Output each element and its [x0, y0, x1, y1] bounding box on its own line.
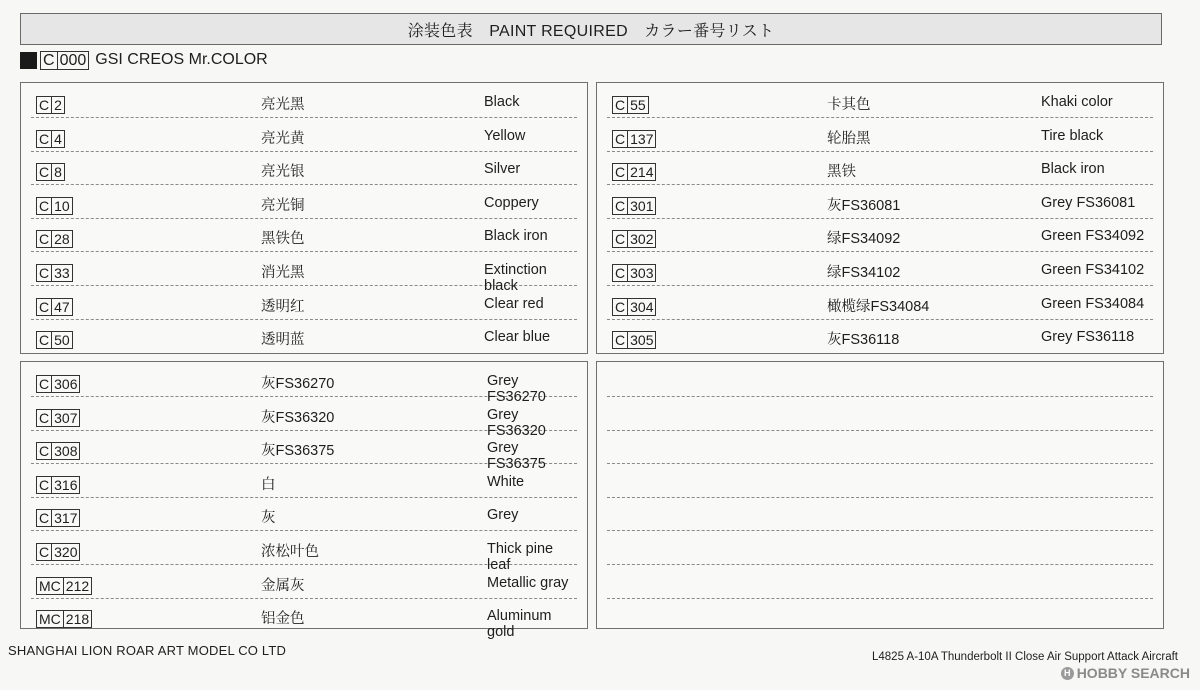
paint-code-number: 302 — [630, 231, 654, 248]
paint-code-box — [36, 96, 65, 114]
paint-name-english: Black iron — [1041, 161, 1105, 178]
paint-name-chinese: 白 — [261, 476, 276, 493]
paint-code-prefix: C — [37, 131, 52, 147]
paint-name-chinese: 黑铁 — [827, 164, 856, 181]
paint-code-number: 304 — [630, 298, 654, 315]
paint-name-english: Clear blue — [484, 329, 551, 346]
paint-name-chinese: 亮光铜 — [261, 197, 305, 214]
paint-row — [31, 219, 577, 252]
paint-name-english: Grey FS36081 — [1041, 194, 1136, 211]
header-title: 涂装色表 PAINT REQUIRED カラー番号リスト — [407, 22, 775, 40]
paint-row — [31, 431, 577, 473]
paint-name-chinese: 金属灰 — [261, 577, 305, 594]
paint-code-prefix: MC — [37, 611, 64, 627]
paint-panel-bottom-left — [20, 361, 588, 641]
paint-name-chinese: 亮光黄 — [261, 130, 305, 147]
paint-name-english: Grey FS36270 — [487, 373, 546, 405]
paint-name-english: Green FS34102 — [1041, 262, 1145, 278]
paint-code-prefix: C — [37, 443, 52, 459]
paint-row — [607, 253, 1153, 286]
paint-name-english: Silver — [484, 161, 521, 178]
paint-code-number: 47 — [54, 298, 70, 315]
paint-name-chinese: 灰FS36320 — [261, 409, 335, 426]
paint-name-chinese: 铝金色 — [261, 611, 305, 628]
paint-code-box — [36, 375, 80, 393]
paint-code-number: 218 — [65, 611, 90, 628]
paint-name-chinese: 灰FS36118 — [827, 332, 900, 349]
paint-code-prefix: MC — [37, 578, 64, 594]
paint-row — [607, 287, 1153, 320]
paint-row — [31, 253, 577, 294]
paint-code-box — [612, 96, 649, 114]
paint-row — [31, 599, 577, 641]
paint-name-chinese: 轮胎黑 — [827, 130, 871, 147]
paint-row — [31, 498, 577, 531]
paint-row — [607, 219, 1153, 252]
paint-code-box — [36, 509, 80, 527]
paint-code-prefix: C — [37, 477, 52, 493]
paint-panel-top-right — [596, 82, 1164, 354]
brand-line — [20, 50, 268, 70]
paint-panel-bottom-right — [596, 361, 1164, 629]
watermark-text: HOBBY SEARCH — [1076, 665, 1190, 681]
paint-row — [31, 364, 577, 405]
paint-code-box — [36, 197, 73, 215]
paint-code-box — [36, 163, 65, 181]
paint-name-english: Black — [484, 94, 520, 110]
paint-row — [31, 186, 577, 219]
paint-name-english: Khaki color — [1041, 94, 1113, 110]
paint-name-chinese: 绿FS34102 — [827, 265, 901, 281]
paint-name-chinese: 灰FS36270 — [261, 376, 335, 392]
paint-name-chinese: 绿FS34092 — [827, 231, 901, 248]
paint-name-chinese: 浓松叶色 — [261, 544, 319, 560]
brand-code-box — [40, 51, 89, 70]
paint-code-prefix: C — [37, 544, 52, 560]
paint-code-number: 306 — [54, 376, 78, 392]
paint-code-number: 308 — [54, 443, 78, 460]
paint-code-prefix: C — [613, 164, 628, 180]
paint-name-english: Coppery — [484, 194, 539, 211]
paint-row — [31, 465, 577, 498]
paint-name-chinese: 灰 — [261, 510, 276, 527]
watermark — [1061, 665, 1190, 681]
paint-code-prefix: C — [613, 198, 628, 214]
paint-code-box — [612, 163, 656, 181]
paint-code-prefix: C — [613, 332, 628, 348]
black-square-icon — [20, 52, 37, 69]
paint-name-english: Grey FS36320 — [487, 406, 546, 439]
paint-code-box — [612, 130, 656, 148]
brand-code-number: 000 — [59, 51, 87, 69]
paint-code-box — [612, 197, 656, 215]
paint-code-number: 28 — [54, 231, 70, 248]
paint-row — [607, 320, 1153, 353]
paint-code-number: 50 — [54, 332, 70, 349]
paint-name-chinese: 亮光银 — [261, 164, 305, 181]
paint-code-box — [36, 577, 92, 595]
paint-code-prefix: C — [37, 97, 52, 113]
paint-row — [607, 119, 1153, 152]
paint-name-chinese: 灰FS36081 — [827, 197, 901, 214]
paint-code-number: 305 — [630, 332, 654, 349]
paint-name-english: Yellow — [484, 127, 526, 144]
paint-name-english: Metallic gray — [487, 574, 569, 591]
paint-code-number: 301 — [630, 197, 654, 214]
paint-code-box — [36, 442, 80, 460]
paint-name-chinese: 透明红 — [261, 298, 305, 315]
paint-row — [31, 119, 577, 152]
paint-name-english: Clear red — [484, 295, 544, 312]
paint-name-chinese: 灰FS36375 — [261, 443, 335, 460]
paint-name-english: Aluminum gold — [487, 608, 552, 641]
hobby-search-logo-icon: H — [1061, 667, 1074, 680]
paint-code-number: 317 — [54, 510, 78, 527]
paint-code-prefix: C — [613, 265, 628, 281]
footer-company: SHANGHAI LION ROAR ART MODEL CO LTD — [8, 643, 287, 658]
paint-row — [607, 364, 1153, 397]
paint-code-box — [36, 610, 92, 628]
paint-code-number: 212 — [65, 577, 90, 594]
paint-row — [607, 465, 1153, 498]
paint-code-box — [36, 331, 73, 349]
paint-name-chinese: 消光黑 — [261, 265, 305, 281]
brand-code-prefix: C — [41, 52, 58, 69]
paint-panel-top-left — [20, 82, 588, 354]
paint-code-prefix: C — [37, 510, 52, 526]
paint-code-box — [36, 476, 80, 494]
paint-row — [607, 498, 1153, 531]
paint-name-chinese: 黑铁色 — [261, 231, 305, 248]
paint-code-box — [36, 130, 65, 148]
paint-row — [31, 566, 577, 599]
paint-code-number: 8 — [54, 164, 62, 181]
paint-code-number: 316 — [54, 476, 78, 493]
paint-row — [31, 398, 577, 439]
paint-row — [607, 532, 1153, 565]
paint-row — [607, 398, 1153, 431]
paint-code-number: 33 — [54, 265, 70, 281]
paint-code-number: 10 — [54, 197, 70, 214]
paint-name-chinese: 透明蓝 — [261, 332, 305, 349]
paint-code-prefix: C — [37, 231, 52, 247]
paint-name-english: Green FS34092 — [1041, 228, 1145, 245]
paint-name-english: Tire black — [1041, 127, 1104, 144]
paint-code-box — [36, 543, 80, 561]
paint-code-number: 303 — [630, 265, 654, 281]
paint-code-number: 4 — [54, 130, 62, 147]
paint-code-prefix: C — [37, 265, 52, 281]
paint-name-chinese: 橄榄绿FS34084 — [827, 298, 930, 315]
paint-row — [31, 152, 577, 185]
paint-row — [31, 287, 577, 320]
paint-code-prefix: C — [37, 332, 52, 348]
paint-name-english: Black iron — [484, 228, 548, 245]
paint-row — [607, 431, 1153, 464]
paint-code-box — [36, 409, 80, 427]
paint-code-box — [36, 298, 73, 316]
paint-name-english: Grey FS36118 — [1041, 329, 1135, 346]
paint-row — [607, 85, 1153, 118]
paint-name-english: Extinction black — [484, 262, 547, 294]
paint-code-box — [612, 230, 656, 248]
paint-code-box — [36, 264, 73, 282]
paint-row — [607, 152, 1153, 185]
paint-row — [607, 186, 1153, 219]
paint-code-number: 2 — [54, 97, 62, 113]
paint-code-box — [36, 230, 73, 248]
paint-code-prefix: C — [37, 376, 52, 392]
paint-code-number: 307 — [54, 409, 78, 426]
paint-row — [31, 85, 577, 118]
paint-code-prefix: C — [37, 299, 52, 315]
paint-code-prefix: C — [37, 198, 52, 214]
paint-code-prefix: C — [37, 164, 52, 180]
paint-code-prefix: C — [37, 410, 52, 426]
paint-name-chinese: 卡其色 — [827, 97, 871, 113]
paint-code-box — [612, 298, 656, 316]
paint-code-number: 137 — [630, 130, 654, 147]
paint-code-box — [612, 264, 656, 282]
page-header — [20, 13, 1162, 45]
brand-name: GSI CREOS Mr.COLOR — [95, 51, 268, 68]
paint-name-english: Thick pine leaf — [487, 541, 554, 573]
paint-code-prefix: C — [613, 97, 628, 113]
paint-code-prefix: C — [613, 131, 628, 147]
paint-code-number: 55 — [630, 97, 646, 113]
paint-name-chinese: 亮光黑 — [261, 97, 305, 113]
paint-name-english: White — [487, 473, 525, 490]
paint-code-number: 214 — [630, 164, 654, 181]
footer-product: L4825 A-10A Thunderbolt II Close Air Support Attack Aircraft — [872, 651, 1178, 663]
paint-code-prefix: C — [613, 299, 628, 315]
paint-row — [31, 320, 577, 353]
paint-code-prefix: C — [613, 231, 628, 247]
paint-name-english: Grey FS36375 — [487, 440, 546, 473]
paint-row — [31, 532, 577, 573]
paint-code-box — [612, 331, 656, 349]
paint-row — [607, 599, 1153, 632]
paint-code-number: 320 — [54, 544, 78, 560]
paint-row — [607, 566, 1153, 599]
paint-name-english: Grey — [487, 507, 519, 524]
paint-name-english: Green FS34084 — [1041, 295, 1145, 312]
